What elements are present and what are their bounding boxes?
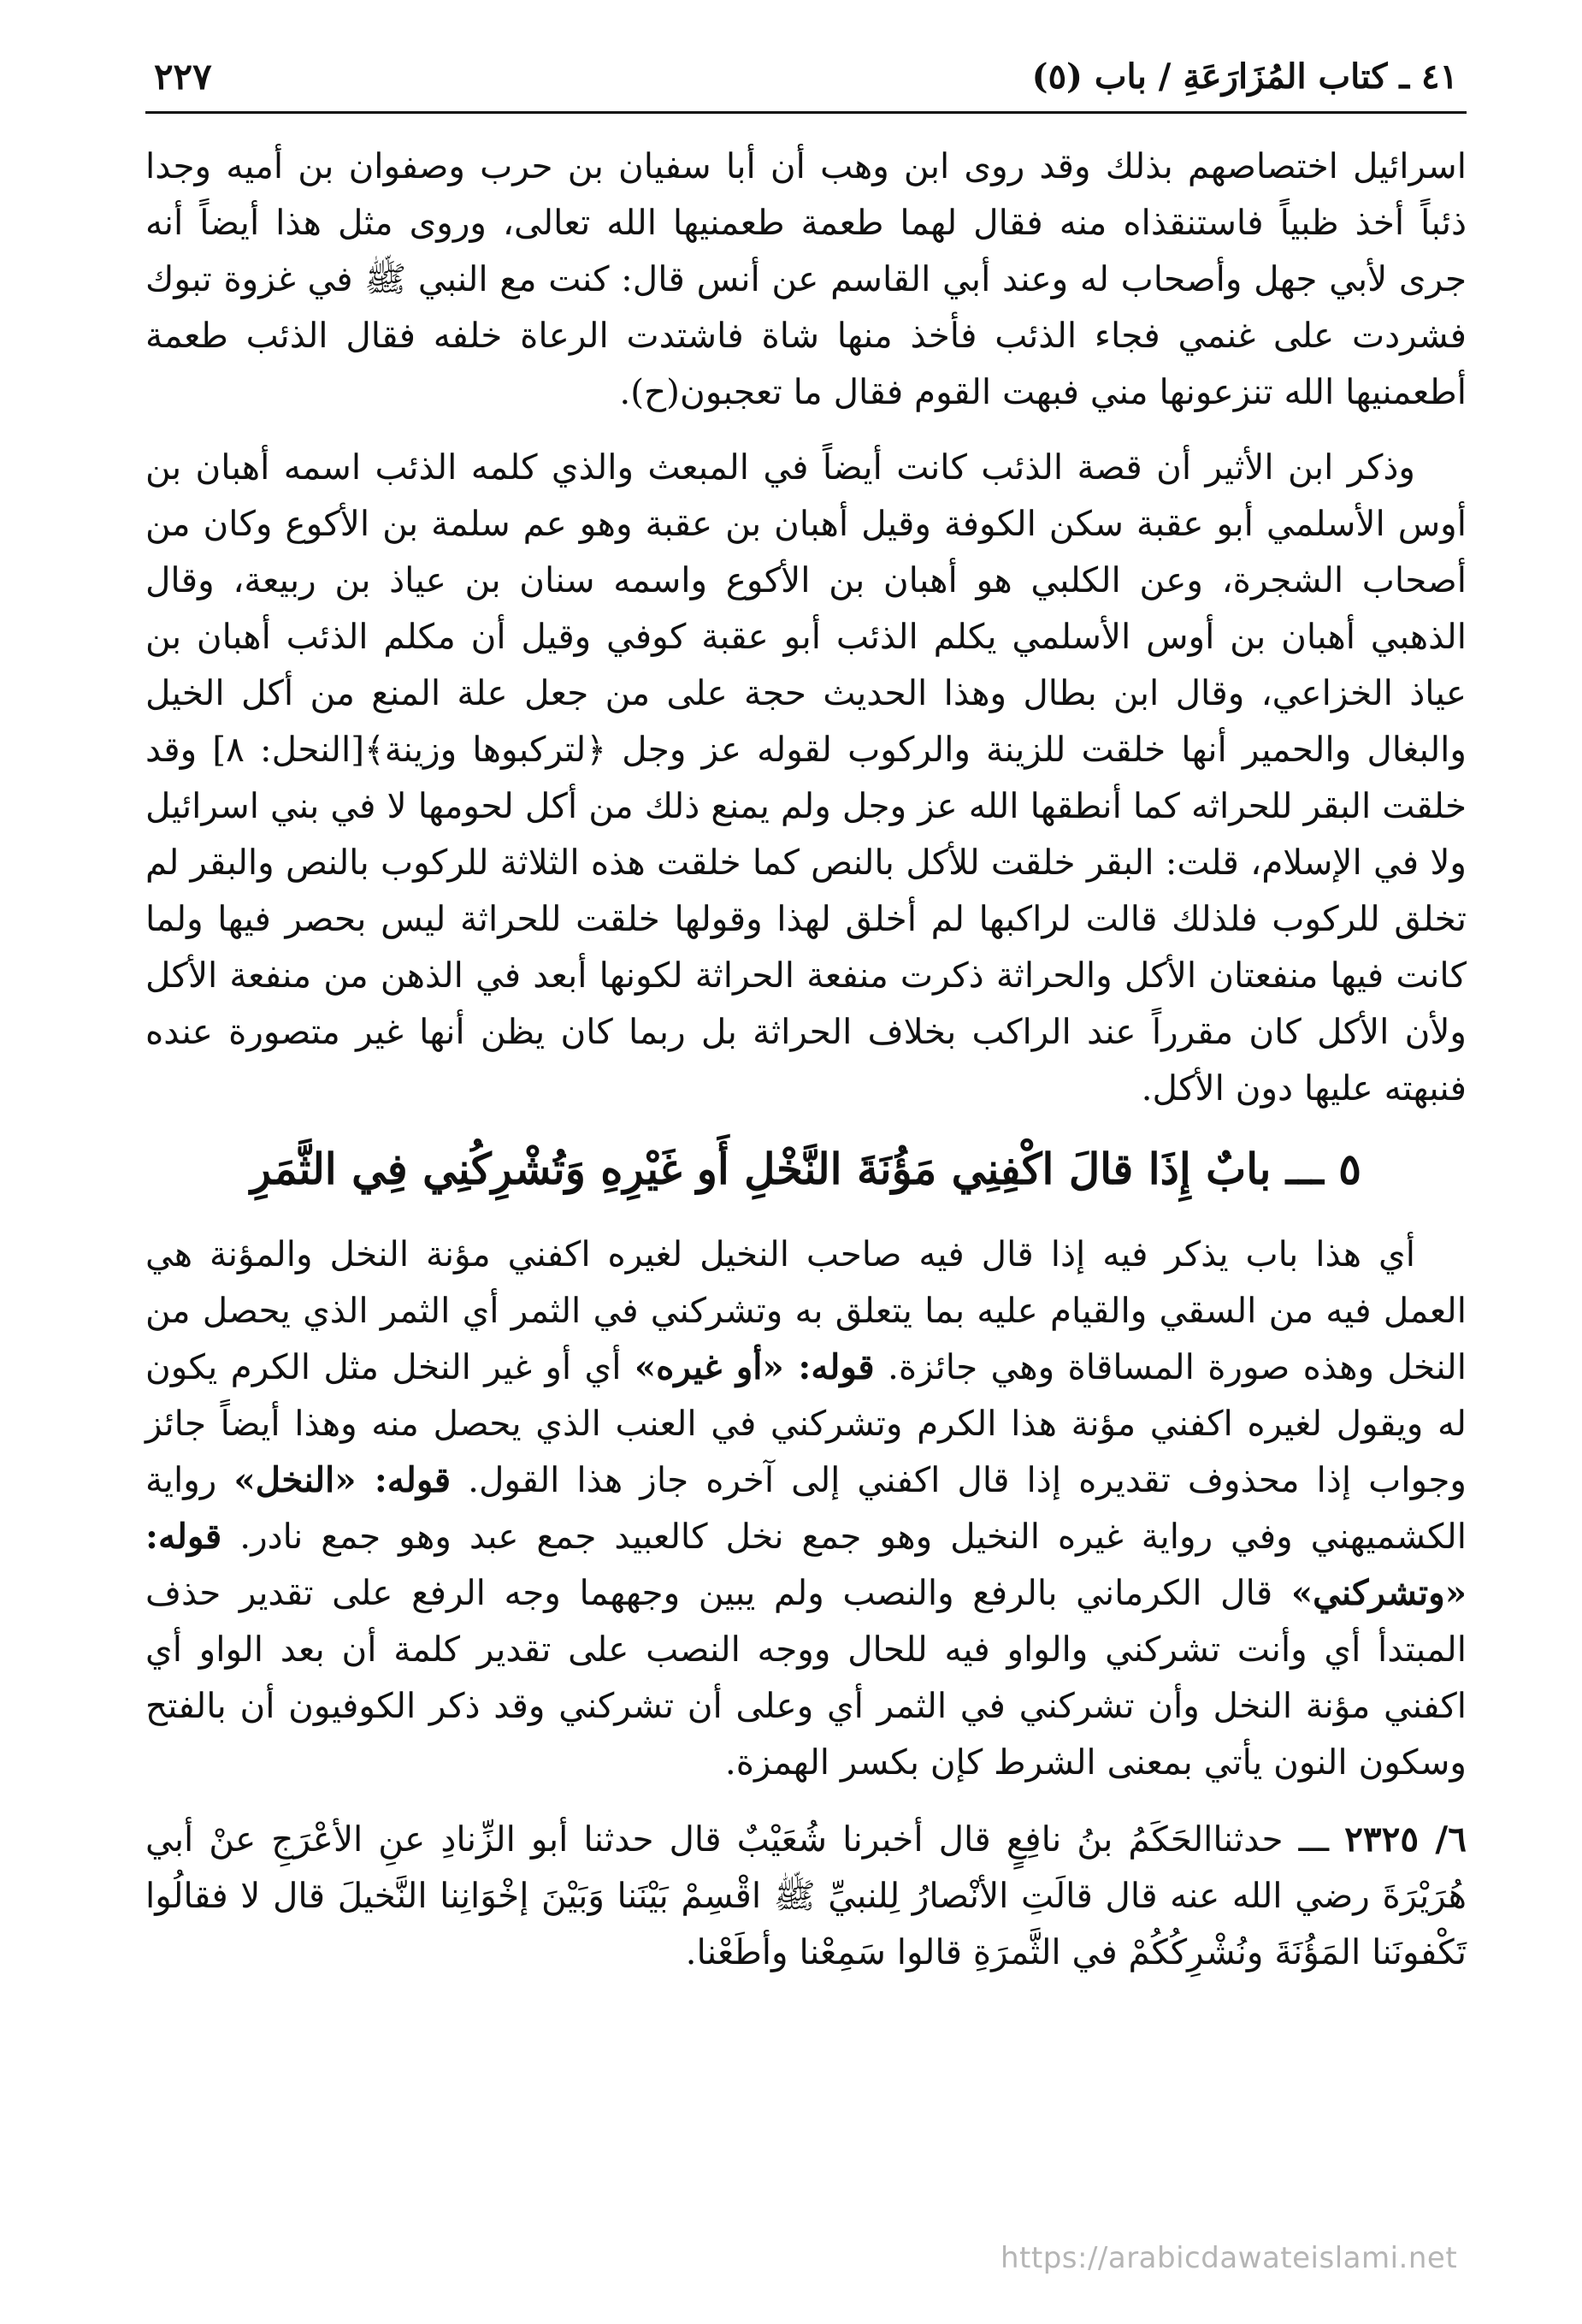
page-number: ٢٢٧ xyxy=(154,56,212,98)
chapter-running-title: ٤١ ـ كتاب المُزَارَعَةِ / باب (٥) xyxy=(1031,56,1458,97)
commentary-keyword-or-other: قوله: «أو غيره» xyxy=(634,1346,875,1387)
commentary-keyword-nakhl: قوله: «النخل» xyxy=(233,1459,452,1500)
hadith-text: ـــ حدثناالحَكَمُ بنُ نافِعٍ قال أخبرنا شُعَيْبٌ قال حدثنا أبو الزِّنادِ عنِ الأعْرَجِ عنْ أبي هُرَيْرَةَ رضي الله عنه قال قالَتِ الأنْصارُ لِلنبيِّ ﷺ اقْسِمْ بَيْنَنا وَبَيْنَ إخْوَانِنا النَّخيلَ قال لا فقالُوا تَكْفونَنا المَؤُنَةَ ونُشْرِكُكُمْ في الثَّمرَةِ قالوا سَمِعْنا وأطَعْنا. xyxy=(145,1818,1467,1972)
chapter-heading: ٥ ـــ بابٌ إِذَا قالَ اكْفِنِي مَؤُنَةَ النَّخْلِ أَو غَيْرِهِ وَتُشْرِكُنِي فِي الثَّمَرِ xyxy=(250,1144,1362,1194)
commentary-text-4: قال الكرماني بالرفع والنصب ولم يبين وجههما وجه الرفع على تقدير حذف المبتدأ أي وأنت تشركني والواو فيه للحال ووجه النصب على تقدير كلمة أن بعد الواو أي اكفني مؤنة النخل وأن تشركني في الثمر أي وعلى أن تشركني وقد ذكر الكوفيون أن بالفتح وسكون النون يأتي بمعنى الشرط كإن بكسر الهمزة. xyxy=(145,1572,1467,1783)
book-page xyxy=(145,51,1467,1980)
running-header xyxy=(145,51,1467,114)
paragraph-ibn-athir: وذكر ابن الأثير أن قصة الذئب كانت أيضاً في المبعث والذي كلمه الذئب اسمه أهبان بن أوس الأسلمي أبو عقبة سكن الكوفة وقيل أهبان بن عقبة وهو عم سلمة بن الأكوع وكان من أصحاب الشجرة، وعن الكلبي هو أهبان بن الأكوع واسمه سنان بن عياذ بن ربيعة، وقال الذهبي أهبان بن أوس الأسلمي يكلم الذئب أبو عقبة كوفي وقيل أن مكلم الذئب أهبان بن عياذ الخزاعي، وقال ابن بطال وهذا الحديث حجة على من جعل علة المنع من أكل الخيل والبغال والحمير أنها خلقت للزينة والركوب لقوله عز وجل ﴿لتركبوها وزينة﴾[النحل: ٨] وقد خلقت البقر للحراثه كما أنطقها الله عز وجل ولم يمنع ذلك من أكل لحومها لا في بني اسرائيل ولا في الإسلام، قلت: البقر خلقت للأكل بالنص كما خلقت هذه الثلاثة للركوب بالنص والبقر لم تخلق للركوب فلذلك قالت لراكبها لم أخلق لهذا وقولها خلقت للحراثة ليس بحصر فيها ولما كانت فيها منفعتان الأكل والحراثة ذكرت منفعة الحراثة لكونها أبعد في الذهن من منفعة الأكل ولأن الأكل كان مقرراً عند الراكب بخلاف الحراثة بل ربما كان يظن أنها غير متصورة عنده فنبهته عليها دون الأكل. xyxy=(145,446,1467,1109)
commentary-keyword-tushrikni: قوله: «وتشركني» xyxy=(145,1516,1467,1613)
hadith-number: ٦/ ٢٣٢٥ xyxy=(1344,1818,1467,1860)
commentary-text-1: أي هذا باب يذكر فيه إذا قال فيه صاحب النخيل لغيره اكفني مؤنة النخل والمؤنة هي العمل فيه من السقي والقيام عليه بما يتعلق به وتشركني في الثمر أي الثمر الذي يحصل من النخل وهذه صورة المساقاة وهي جائزة. xyxy=(145,1233,1467,1387)
chapter-commentary xyxy=(145,1226,1467,1790)
commentary-text-3: رواية الكشميهني وفي رواية غيره النخيل وهو جمع نخل كالعبيد جمع عبد وهو جمع نادر. xyxy=(145,1459,1467,1557)
page-content xyxy=(145,138,1467,1980)
commentary-text-2: أي أو غير النخل مثل الكرم يكون له ويقول لغيره اكفني مؤنة هذا الكرم وتشركني في العنب الذي يحصل منه وهذا أيضاً جائز وجواب إذا محذوف تقديره إذا قال اكفني إلى آخره جاز هذا القول. xyxy=(145,1346,1467,1500)
hadith-entry xyxy=(145,1811,1467,1980)
paragraph-wolf-story: اسرائيل اختصاصهم بذلك وقد روى ابن وهب أن أبا سفيان بن حرب وصفوان بن أميه وجدا ذئباً أخذ ظبياً فاستنقذاه منه فقال لهما طعمة طعمنيها الله تعالى، وروى مثل هذا أيضاً أنه جرى لأبي جهل وأصحاب له وعند أبي القاسم عن أنس قال: كنت مع النبي ﷺ في غزوة تبوك فشردت على غنمي فجاء الذئب فأخذ منها شاة فاشتدت الرعاة خلفه فقال الذئب طعمة أطعمنيها الله تنزعونها مني فبهت القوم فقال ما تعجبون(ح). xyxy=(145,145,1467,412)
site-watermark: https://arabicdawateislami.net xyxy=(1001,2241,1458,2275)
